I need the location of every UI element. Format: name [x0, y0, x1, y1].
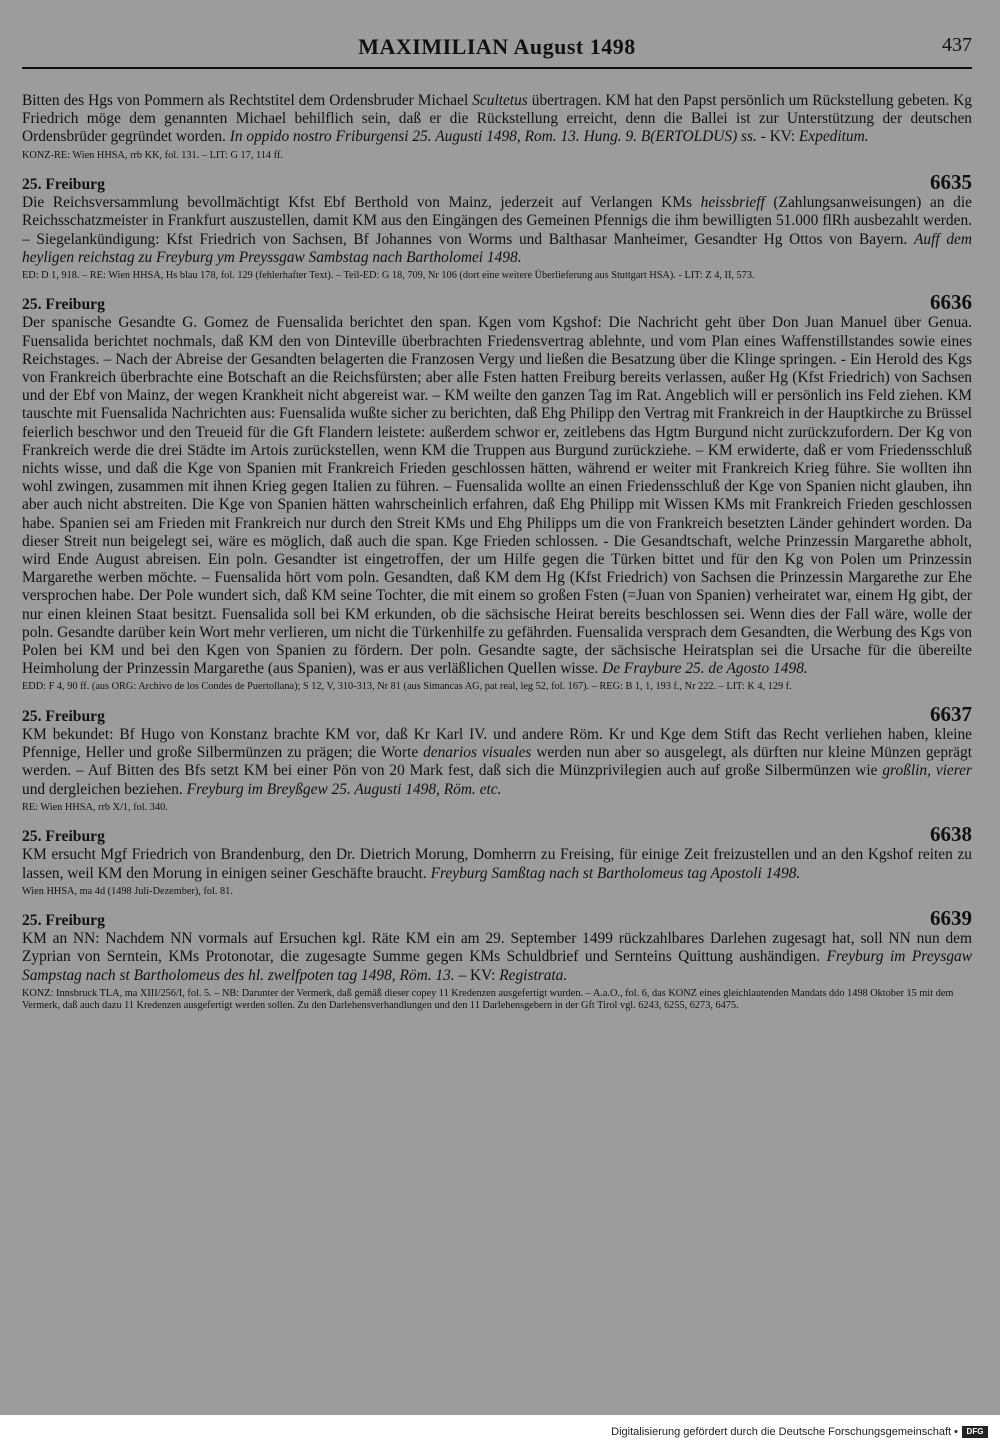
entry-heading [22, 290, 972, 315]
entry-italic-text: heissbrieff [700, 194, 765, 212]
source-note: Wien HHSA, ma 4d (1498 Juli-Dezember), fol. 81. [22, 885, 233, 897]
entry-date-place: 25. Freiburg [22, 296, 105, 314]
entry-body [22, 194, 972, 267]
entry-dating: In oppido nostro Friburgensi 25. Augusti 1498, Rom. 13. Hung. 9. B(ERTOLDUS) ss. [229, 128, 757, 146]
entry-date-place: 25. Freiburg [22, 912, 105, 930]
source-note: EDD: F 4, 90 ff. (aus ORG: Archivo de los Condes de Puertollana); S 12, V, 310-313, Nr 81 (aus Simancas AG, pat real, leg 52, fol. 167). – REG: B 1, 1, 193 f., Nr 222. – LIT: K 4, 129 f. [22, 681, 792, 693]
running-header [22, 34, 972, 68]
entry-dating: Freyburg im Breyßgew 25. Augusti 1498, Röm. etc. [186, 780, 502, 798]
kv-value: Expeditum. [798, 128, 869, 146]
source-note: RE: Wien HHSA, rrb X/1, fol. 340. [22, 801, 168, 813]
entry-date-place: 25. Freiburg [22, 828, 105, 846]
entry-text: KM bekundet: Bf Hugo von Konstanz brachte KM vor, daß Kr Karl IV. und andere Röm. Kr und Kge dem Stift das Recht verliehen haben, kleine Pfennige, Heller und große Silbermünzen zu prägen; die Worte [22, 725, 972, 762]
kv-value: Registrata. [499, 966, 568, 984]
source-note: ED: D 1, 918. – RE: Wien HHSA, Hs blau 178, fol. 129 (fehlerhafter Text). – Teil-ED: G 18, 709, Nr 106 (dort eine weitere Überlieferung aus Stuttgart HSA). - LIT: Z 4, II, 573. [22, 269, 755, 281]
regest-entry-6638 [22, 822, 972, 898]
source-note: KONZ-RE: Wien HHSA, rrb KK, fol. 131. – LIT: G 17, 114 ff. [22, 149, 283, 161]
document-content [22, 92, 972, 1013]
entry-body [22, 726, 972, 799]
entry-number: 6639 [930, 906, 972, 931]
entry-number: 6638 [930, 822, 972, 847]
footer-bar [0, 1415, 1000, 1447]
entry-number: 6635 [930, 170, 972, 195]
regest-entry-6637 [22, 701, 972, 814]
entry-text: Bitten des Hgs von Pommern als Rechtstitel dem Ordensbruder Michael [22, 92, 473, 109]
entry-text: Die Reichsversammlung bevollmächtigt Kfst Ebf Berthold von Mainz, jederzeit auf Verlangen KMs [22, 194, 701, 212]
entry-number: 6637 [930, 701, 972, 726]
continued-entry-text [22, 92, 972, 147]
page-number: 437 [942, 34, 972, 56]
entry-dating: Freyburg im Preysgaw Sampstag nach st Bartholomeus des hl. zwelfpoten tag 1498, Röm. 13. [22, 948, 973, 984]
entry-date-place: 25. Freiburg [22, 707, 105, 725]
entry-date-place: 25. Freiburg [22, 176, 105, 194]
entry-heading [22, 906, 972, 931]
funding-credit: Digitalisierung gefördert durch die Deutsche Forschungsgemeinschaft • [611, 1426, 958, 1438]
running-title: MAXIMILIAN August 1498 [358, 34, 636, 59]
entry-text: übertragen. KM hat den Papst persönlich um Rückstellung gebeten. Kg Friedrich möge dem genannten Michael behilflich sein, daß er die Rückstellung erreicht, denn die Ballei ist zur Unterstützung der deutschen Ordensbrüder gegründet worden. [22, 92, 973, 146]
entry-text: und dergleichen beziehen. [22, 780, 187, 798]
header-rule [22, 67, 972, 69]
entry-dating: De Fraybure 25. de Agosto 1498. [602, 660, 808, 678]
entry-text: KM an NN: Nachdem NN vormals auf Ersuchen kgl. Räte KM ein am 29. September 1499 rückzahlbares Darlehen zugesagt hat, soll NN nun dem Zyprian von Serntein, KMs Protonotar, die zugesagte Summe gegen KMs Schuldbrief und Sernteins Quittung aushändigen. [22, 930, 972, 966]
regest-entry-6639 [22, 906, 973, 1013]
regest-entry-6636 [22, 290, 972, 694]
regest-entry-6635 [22, 170, 972, 282]
entry-italic-text: Scultetus [472, 92, 528, 109]
entry-text: werden nun aber so ausgelegt, als dürften nur kleine Münzen geprägt werden. – Auf Bitten des Bfs setzt KM bei einer Pön von 20 Mark fest, daß sich die Münzprivilegien auch auf große Silbermünzen wie [22, 744, 972, 780]
entry-dating: Freyburg Samßtag nach st Bartholomeus tag Apostoli 1498. [430, 864, 801, 882]
entry-body [22, 846, 972, 882]
entry-heading [22, 701, 972, 726]
entry-italic-text: denarios visuales [423, 744, 532, 762]
entry-heading [22, 822, 972, 847]
kv-label: – KV: [454, 966, 500, 984]
source-note: KONZ: Innsbruck TLA, ma XIII/256/I, fol. 5. – NB: Darunter der Vermerk, daß gemäß dieser copey 11 Kredenzen ausgefertigt wurden. – A.a.O., fol. 6, das KONZ eines gleichlautenden Mandats ddo 1498 Oktober 15 mit dem Vermerk, daß auch dazu 11 Kredenzen ausgefertigt werden sollen. Zu den Darlehensverhandlungen und den 11 Darlehensgebern in der Gft Tirol vgl. 6243, 6255, 6273, 6475. [22, 987, 954, 1012]
entry-body [22, 314, 972, 678]
entry-italic-text: großlin, vierer [882, 762, 972, 780]
kv-label: - KV: [756, 128, 799, 146]
entry-text: (Zahlungsanweisungen) an die Reichsschatzmeister in Frankfurt auszustellen, damit KM aus den Eingängen des Gemeinen Pfennigs die ihm bewilligten 51.000 flRh ausbezahlt werden. – Siegelankündigung: Kfst Friedrich von Sachsen, Bf Johannes von Worms und Balthasar Manheimer, Gesandter Hg Ottos von Bayern. [22, 194, 972, 248]
entry-heading [22, 170, 972, 195]
entry-dating: Auff dem heyligen reichstag zu Freyburg ym Preyssgaw Sambstag nach Bartholomei 1498. [22, 230, 972, 266]
entry-text: Der spanische Gesandte G. Gomez de Fuensalida berichtet den span. Kgen vom Kgshof: Die Nachricht geht über Don Juan Manuel über Genua. Fuensalida berichtet nochmals, daß KM den von Dinteville überbrachten Friedensvertrag ablehnte, und vom Plan eines Waffenstillstandes sowie eines Reichstages. – Nach der Abreise der Gesandten belagerten die Franzosen Vergy und ließen die Besatzung über die Klinge springen. - Ein Herold des Kgs von Frankreich überbrachte eine Botschaft an die Reichsfürsten; aber alle Fsten hatten Freiburg bereits verlassen, außer Hg (Kfst Friedrich) von Sachsen und der Ebf von Mainz, der wegen Krankheit nicht abgereist war. – KM weilte den ganzen Tag im Rat. Angeblich will er persönlich ins Feld ziehen. KM tauschte mit Fuensalida Nachrichten aus: Fuensalida wußte sicher zu berichten, daß Ehg Philipp den Vertrag mit Frankreich in der Hauptkirche zu Brüssel feierlich beschwor und den Treueid für die Gft Flandern leistete: außerdem schwor er, zeitlebens das Hgtm Burgund nicht zurückzufordern. Der Kg von Frankreich werde die drei Städte im Artois zurückstellen, wenn KM die Truppen aus Burgund zurückziehe. – KM erwiderte, daß er vom Friedensschluß nichts wisse, und daß die Kge von Spanien mit Frankreich Frieden geschlossen hätten, während er weiter mit Frankreich Krieg führe. Sie wollten ihn wohl zwingen, zusammen mit ihnen Krieg gegen Italien zu führen. – Fuensalida wollte an einen Friedensschluß der Kge von Spanien nicht glauben, ihn aber auch nicht abstreiten. Die Kge von Spanien hätten wahrscheinlich erfahren, daß Ehg Philipp mit Wissen KMs mit Frankreich Frieden geschlossen habe. Spanien sei am Frieden mit Frankreich nur durch den Streit KMs und Ehg Philipps um die von Frankreich besetzten Länder gehindert worden. Da dieser Streit nun beigelegt sei, wäre es möglich, daß auch die span. Kge Frieden schlossen. - Die Gesandtschaft, welche Prinzessin Margarethe abholt, wird Ende August abreisen. Ein poln. Gesandter ist eingetroffen, der um Hilfe gegen die Türken bittet und für den Kg von Polen um Prinzessin Margarethe werben möchte. – Fuensalida hört vom poln. Gesandten, daß KM dem Hg (Kfst Friedrich) von Sachsen die Prinzessin Margarethe zur Ehe versprochen habe. Der Pole wundert sich, daß KM seine Tochter, die mit einem so großen Fsten (=Juan von Spanien) verheiratet war, einem Hg gibt, der nur einen kleinen Staat besitzt. Fuensalida soll bei KM erkunden, ob die sächsische Heirat bereits beschlossen sei. Wenn dies der Fall wäre, wolle der poln. Gesandte darüber kein Wort mehr verlieren, um nicht die Türkenhilfe zu gefährden. Fuensalida versprach dem Gesandten, die Werbung des Kgs von Polen bei KM und bei den Kgen von Spanien zu fördern. Der poln. Gesandte sagte, der sächsische Heiratsplan sei die Ursache für die übereilte Heimholung der Prinzessin Margarethe (aus Spanien), was er aus verläßlichen Quellen wisse. [22, 314, 972, 678]
entry-text: KM ersucht Mgf Friedrich von Brandenburg, den Dr. Dietrich Morung, Domherrn zu Freising, für einige Zeit freizustellen und an den Kgshof reiten zu lassen, weil KM den Morung in einigen seiner Geschäfte braucht. [22, 846, 972, 882]
entry-body [22, 930, 972, 985]
dfg-logo: DFG [962, 1426, 988, 1438]
entry-number: 6636 [930, 290, 972, 315]
continued-entry [22, 92, 972, 162]
